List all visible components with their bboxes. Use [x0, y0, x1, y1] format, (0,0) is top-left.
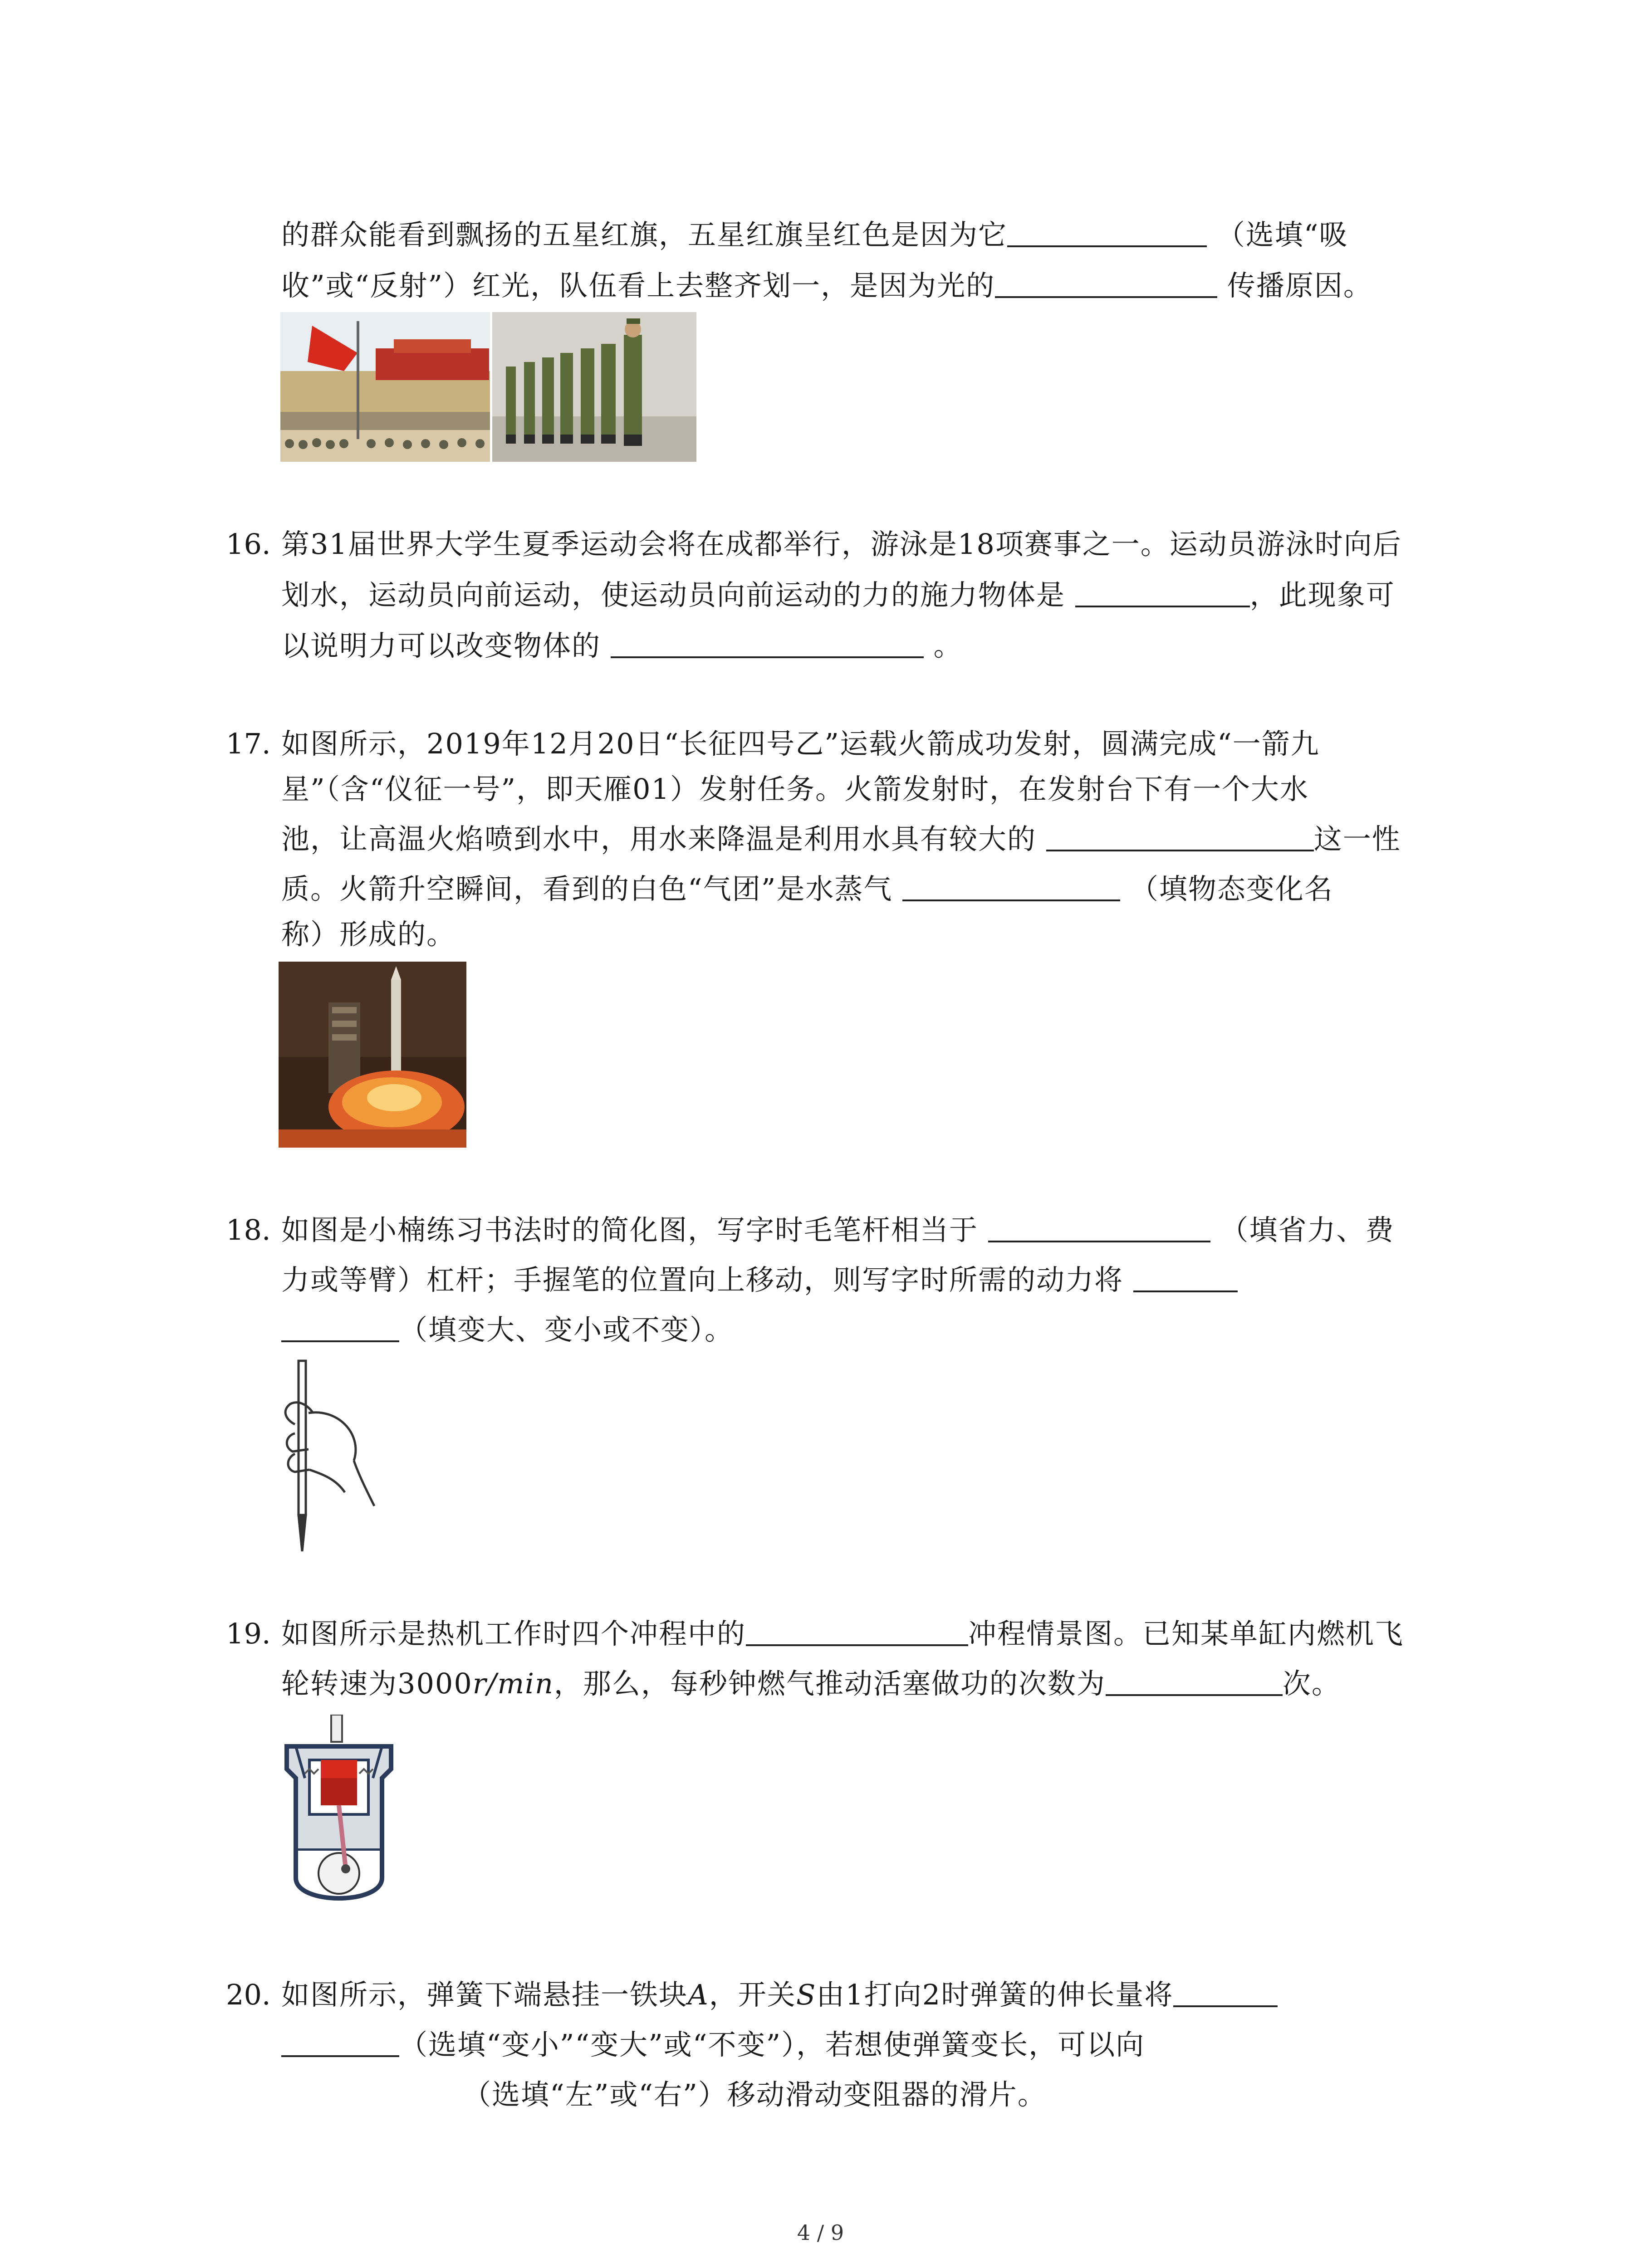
- q16-number: 16.: [226, 528, 271, 561]
- marching-troops-photo: [492, 312, 696, 462]
- q16-line2: 划水，运动员向前运动，使运动员向前运动的力的施力物体是 ，此现象可: [281, 578, 1395, 611]
- q19-line2: 轮转速为3000r/min，那么，每秒钟燃气推动活塞做功的次数为 次。: [281, 1667, 1341, 1700]
- q15-blank-2[interactable]: [995, 268, 1217, 298]
- q18-blank-2b[interactable]: [281, 1312, 399, 1342]
- q19-number: 19.: [226, 1617, 271, 1650]
- q16-blank-2[interactable]: [611, 628, 924, 658]
- q16-line1: 第31届世界大学生夏季运动会将在成都举行，游泳是18项赛事之一。运动员游泳时向后: [281, 528, 1402, 561]
- q19-blank-2[interactable]: [1106, 1666, 1283, 1696]
- q16-line3: 以说明力可以改变物体的 。: [281, 629, 963, 662]
- q17-blank-1[interactable]: [1046, 821, 1314, 851]
- q17-line2: 星”（含“仪征一号”，即天雁01）发射任务。火箭发射时，在发射台下有一个大水: [281, 772, 1309, 806]
- q19-blank-1[interactable]: [746, 1616, 968, 1646]
- q20-number: 20.: [226, 1978, 271, 2011]
- q19-line1: 如图所示是热机工作时四个冲程中的 冲程情景图。已知某单缸内燃机飞: [281, 1617, 1404, 1650]
- q20-blank-1b[interactable]: [281, 2027, 399, 2057]
- q18-blank-2a[interactable]: [1133, 1262, 1238, 1292]
- q18-line2: 力或等臂）杠杆；手握笔的位置向上移动，则写字时所需的动力将: [281, 1262, 1238, 1298]
- q20-line1: 如图所示，弹簧下端悬挂一铁块A，开关S由1打向2时弹簧的伸长量将: [281, 1977, 1278, 2013]
- q18-blank-1[interactable]: [988, 1212, 1210, 1242]
- brush-hand-diagram: [277, 1356, 377, 1556]
- engine-stroke-diagram: [278, 1715, 400, 1914]
- q20-line3: （选填“左”或“右”）移动滑动变阻器的滑片。: [281, 2077, 1047, 2113]
- q17-line5: 称）形成的。: [281, 918, 456, 951]
- q18-line1: 如图是小楠练习书法时的简化图，写字时毛笔杆相当于 （填省力、费: [281, 1213, 1395, 1246]
- q15-line1: 的群众能看到飘扬的五星红旗，五星红旗呈红色是因为它 （选填“吸: [281, 218, 1348, 251]
- q17-blank-2[interactable]: [902, 871, 1120, 901]
- parade-flag-photo: [280, 312, 490, 462]
- q17-number: 17.: [226, 727, 271, 760]
- q18-line3: （填变大、变小或不变）。: [281, 1312, 734, 1348]
- page-number: 4 / 9: [797, 2220, 844, 2245]
- q18-number: 18.: [226, 1213, 271, 1246]
- q15-blank-1[interactable]: [1007, 217, 1207, 247]
- q17-line4: 质。火箭升空瞬间，看到的白色“气团”是水蒸气 （填物态变化名: [281, 872, 1333, 905]
- q16-blank-1[interactable]: [1075, 577, 1250, 607]
- q15-line2: 收”或“反射”）红光，队伍看上去整齐划一，是因为光的 传播原因。: [281, 269, 1372, 302]
- q20-line2: （选填“变小”“变大”或“不变”），若想使弹簧变长，可以向: [281, 2027, 1145, 2063]
- q17-line1: 如图所示，2019年12月20日“长征四号乙”运载火箭成功发射，圆满完成“一箭九: [281, 727, 1320, 760]
- q20-blank-1a[interactable]: [1173, 1977, 1278, 2007]
- rocket-launch-photo: [279, 962, 466, 1148]
- q20-blank-2[interactable]: [281, 2077, 463, 2107]
- q17-line3: 池，让高温火焰喷到水中，用水来降温是利用水具有较大的 这一性: [281, 822, 1401, 855]
